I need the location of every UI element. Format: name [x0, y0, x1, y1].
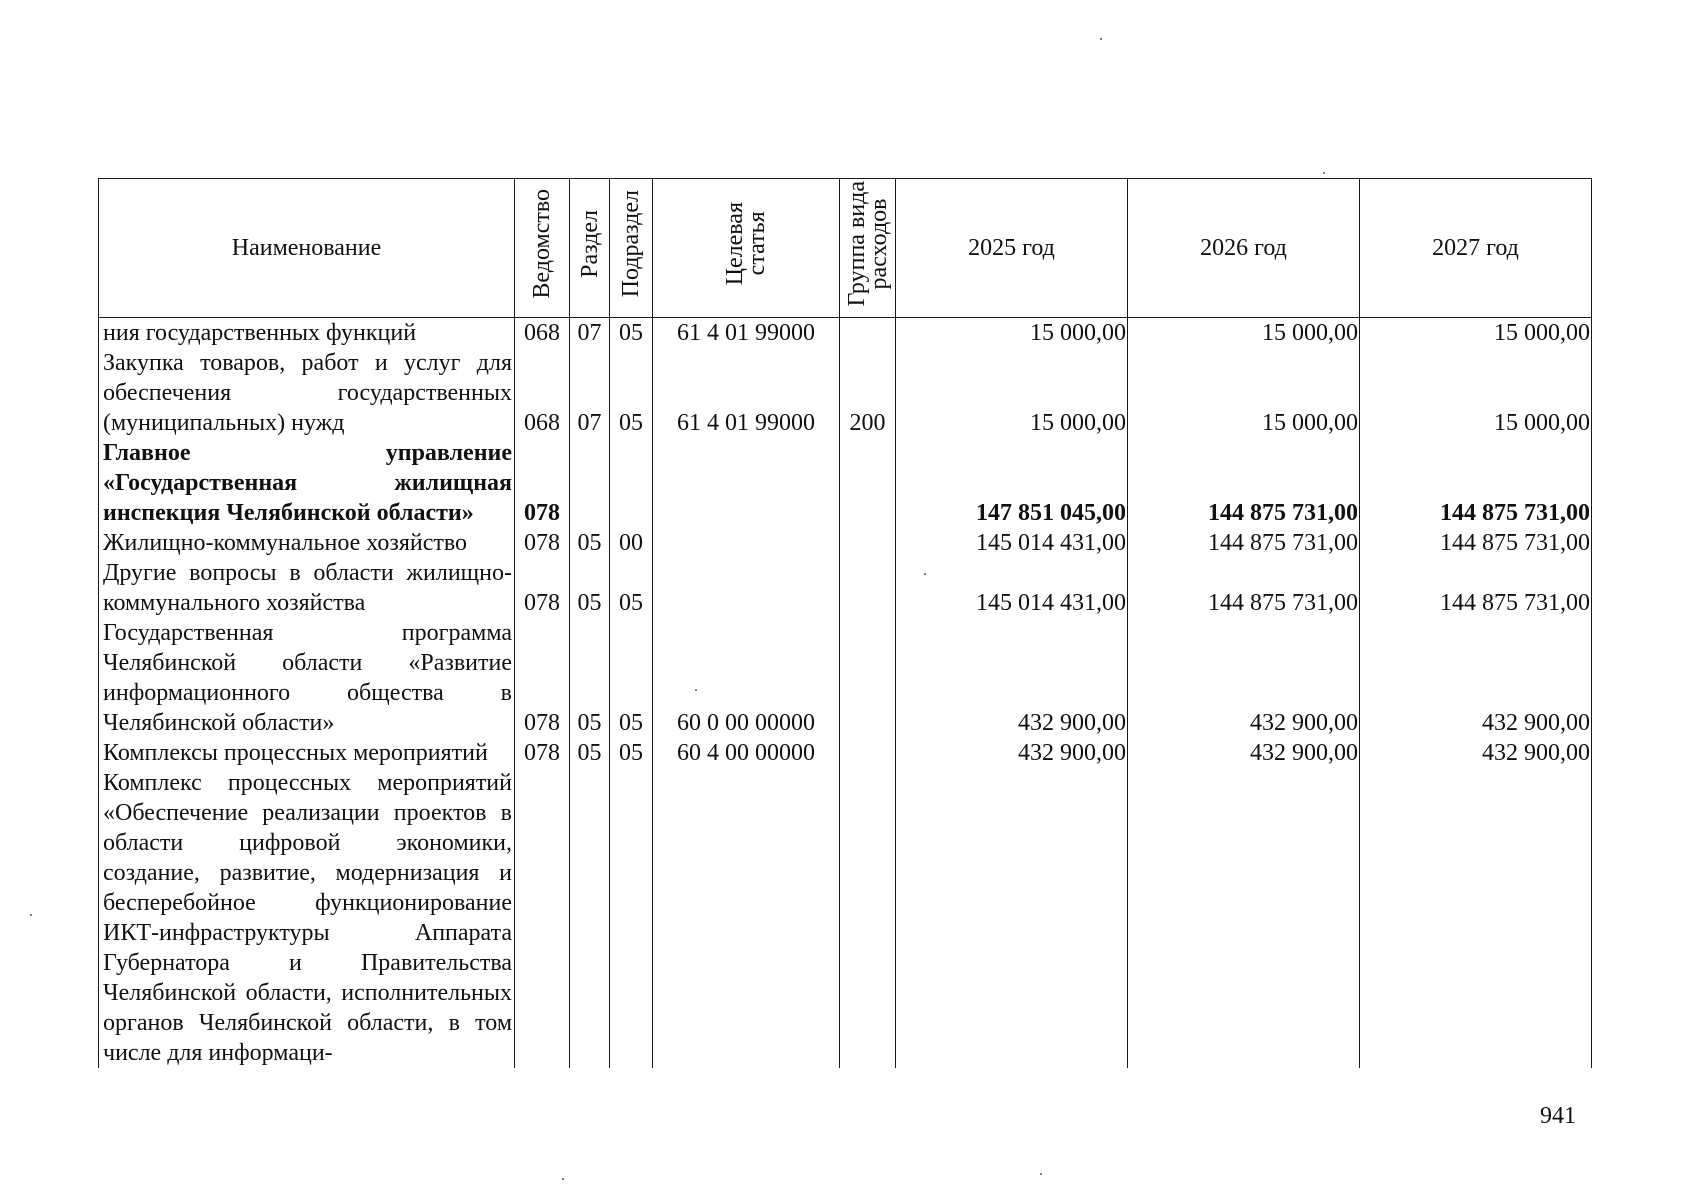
cell-2026: 15 000,00: [1128, 318, 1360, 349]
page-number: 941: [1540, 1103, 1576, 1129]
cell-vedomstvo: 078: [515, 738, 570, 768]
cell-vedomstvo: [515, 768, 570, 1068]
cell-name: Главное управление «Государственная жилищная инспекция Челябинской области»: [99, 438, 515, 528]
header-gruppa-line2: расходов: [865, 198, 892, 290]
cell-2025: 147 851 045,00: [896, 438, 1128, 528]
cell-vedomstvo: 068: [515, 318, 570, 349]
header-gruppa-label: [843, 181, 892, 307]
cell-name: Комплексы процессных мероприятий: [99, 738, 515, 768]
table-row: [99, 528, 1592, 558]
table-body: [99, 318, 1592, 1069]
cell-2027: [1360, 768, 1592, 1068]
cell-podrazdel: 05: [610, 348, 653, 438]
cell-name: Комплекс процессных мероприятий «Обеспечение реализации проектов в области цифровой экономики, создание, развитие, модернизация и бесперебойное функционирование ИКТ-инфраструктуры Аппарата Губернатора и Правительства Челябинской области, исполнительных органов Челябинской области, в том числе для информаци-: [99, 768, 515, 1068]
cell-name: Другие вопросы в области жилищно-коммунального хозяйства: [99, 558, 515, 618]
header-vedomstvo-label: Ведомство: [529, 189, 555, 299]
cell-celevaya-statya: [653, 768, 840, 1068]
header-vedomstvo: [515, 179, 570, 318]
cell-name: Жилищно-коммунальное хозяйство: [99, 528, 515, 558]
cell-2025: 15 000,00: [896, 348, 1128, 438]
table-header: [99, 179, 1592, 318]
header-2025-label: 2025 год: [968, 235, 1055, 261]
header-razdel-label: Раздел: [576, 210, 603, 278]
cell-2025: 432 900,00: [896, 618, 1128, 738]
cell-razdel: 05: [570, 558, 610, 618]
cell-2026: 15 000,00: [1128, 348, 1360, 438]
cell-2026: 432 900,00: [1128, 618, 1360, 738]
table-row: [99, 348, 1592, 438]
cell-celevaya-statya: 60 0 00 00000: [653, 618, 840, 738]
header-2027-label: 2027 год: [1432, 235, 1519, 261]
cell-podrazdel: 05: [610, 318, 653, 349]
scan-speck: [1040, 1173, 1042, 1175]
header-gruppa-vida-rashodov: [840, 179, 896, 318]
cell-razdel: 05: [570, 618, 610, 738]
header-2026-label: 2026 год: [1200, 235, 1287, 261]
cell-2026: 144 875 731,00: [1128, 438, 1360, 528]
cell-gruppa-vida: [840, 438, 896, 528]
scan-speck: [562, 1178, 564, 1180]
scan-speck: [30, 914, 32, 916]
header-name: [99, 179, 515, 318]
header-celevaya-line1: Целевая: [722, 202, 748, 286]
cell-vedomstvo: 068: [515, 348, 570, 438]
header-2027: [1360, 179, 1592, 318]
table-row: [99, 738, 1592, 768]
cell-gruppa-vida: [840, 738, 896, 768]
cell-2026: [1128, 768, 1360, 1068]
cell-2025: 145 014 431,00: [896, 528, 1128, 558]
cell-celevaya-statya: [653, 528, 840, 558]
cell-name: ния государственных функций: [99, 318, 515, 349]
cell-razdel: [570, 438, 610, 528]
cell-2027: 432 900,00: [1360, 738, 1592, 768]
cell-2027: 144 875 731,00: [1360, 528, 1592, 558]
cell-razdel: 05: [570, 528, 610, 558]
header-razdel: [570, 179, 610, 318]
cell-vedomstvo: 078: [515, 528, 570, 558]
table-row: [99, 438, 1592, 528]
cell-podrazdel: 00: [610, 528, 653, 558]
cell-celevaya-statya: [653, 558, 840, 618]
cell-celevaya-statya: 61 4 01 99000: [653, 348, 840, 438]
cell-2026: 144 875 731,00: [1128, 528, 1360, 558]
cell-razdel: [570, 768, 610, 1068]
cell-podrazdel: [610, 438, 653, 528]
header-2025: [896, 179, 1128, 318]
cell-gruppa-vida: 200: [840, 348, 896, 438]
header-celevaya-statya-label: [724, 202, 768, 285]
cell-podrazdel: 05: [610, 558, 653, 618]
cell-razdel: 07: [570, 348, 610, 438]
header-celevaya-statya: [653, 179, 840, 318]
scan-speck: [924, 573, 926, 575]
table-row: [99, 768, 1592, 1068]
cell-celevaya-statya: 60 4 00 00000: [653, 738, 840, 768]
cell-2027: 144 875 731,00: [1360, 438, 1592, 528]
cell-gruppa-vida: [840, 768, 896, 1068]
cell-razdel: 07: [570, 318, 610, 349]
cell-podrazdel: 05: [610, 618, 653, 738]
header-row: [99, 179, 1592, 318]
cell-name: Закупка товаров, работ и услуг для обеспечения государственных (муниципальных) нужд: [99, 348, 515, 438]
table-row: [99, 618, 1592, 738]
scan-speck: [1323, 172, 1325, 174]
cell-2025: 15 000,00: [896, 318, 1128, 349]
cell-2026: 432 900,00: [1128, 738, 1360, 768]
cell-gruppa-vida: [840, 318, 896, 349]
cell-vedomstvo: 078: [515, 618, 570, 738]
table-row: [99, 318, 1592, 349]
header-name-label: Наименование: [231, 235, 382, 261]
cell-podrazdel: [610, 768, 653, 1068]
cell-podrazdel: 05: [610, 738, 653, 768]
budget-table: [98, 178, 1592, 1068]
header-podrazdel-label: Подраздел: [618, 190, 644, 298]
cell-gruppa-vida: [840, 558, 896, 618]
cell-2027: 432 900,00: [1360, 618, 1592, 738]
cell-vedomstvo: 078: [515, 558, 570, 618]
header-2026: [1128, 179, 1360, 318]
header-gruppa-line1: Группа вида: [843, 181, 870, 307]
cell-2025: 145 014 431,00: [896, 558, 1128, 618]
scan-speck: [1100, 38, 1102, 40]
cell-2027: 15 000,00: [1360, 318, 1592, 349]
cell-celevaya-statya: [653, 438, 840, 528]
cell-razdel: 05: [570, 738, 610, 768]
cell-gruppa-vida: [840, 618, 896, 738]
header-celevaya-line2: статья: [744, 212, 770, 276]
cell-gruppa-vida: [840, 528, 896, 558]
cell-vedomstvo: 078: [515, 438, 570, 528]
cell-2025: 432 900,00: [896, 738, 1128, 768]
cell-name: Государственная программа Челябинской области «Развитие информационного общества в Челябинской области»: [99, 618, 515, 738]
cell-2025: [896, 768, 1128, 1068]
cell-2027: 144 875 731,00: [1360, 558, 1592, 618]
table-row: [99, 558, 1592, 618]
cell-celevaya-statya: 61 4 01 99000: [653, 318, 840, 349]
header-podrazdel: [610, 179, 653, 318]
cell-2027: 15 000,00: [1360, 348, 1592, 438]
cell-2026: 144 875 731,00: [1128, 558, 1360, 618]
scan-speck: [695, 689, 697, 691]
